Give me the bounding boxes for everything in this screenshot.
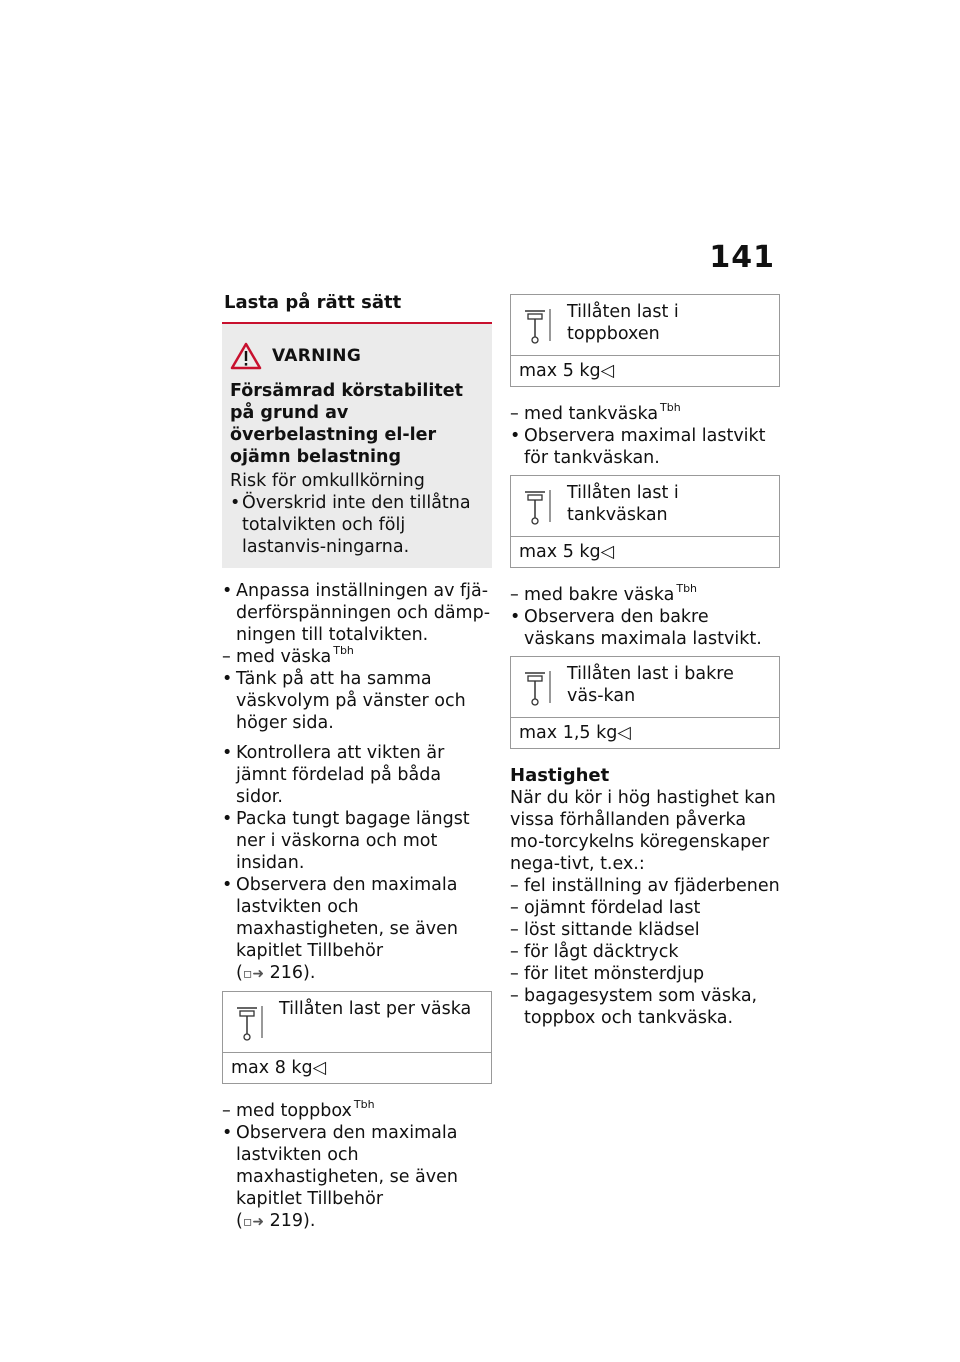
list-item-dash: – ojämnt fördelad last — [510, 897, 780, 919]
load-table-label: Tillåten last i bakre väs-kan — [567, 664, 734, 706]
list-item: • Observera den maximala lastvikten och maxhastigheten, se även kapitlet Tillbehör (▫➜ 216). — [222, 874, 492, 985]
paragraph: När du kör i hög hastighet kan vissa förhållanden påverka mo-torcykelns köregenskaper nega-tivt, t.ex.: — [510, 788, 776, 874]
dash-text: med bakre väska — [524, 585, 675, 605]
load-table-value: max 8 kg◁ — [231, 1058, 327, 1078]
list-item-dash: – för lågt däcktryck — [510, 941, 780, 963]
list-item: • Observera den bakre väskans maximala lastvikt. — [510, 606, 780, 650]
load-table — [510, 294, 780, 387]
list-item: • Anpassa inställningen av fjä-derförspänningen och dämp-ningen till totalvikten. — [222, 580, 492, 646]
arrow-ref-icon: ▫➜ — [242, 966, 265, 982]
load-table-header — [223, 992, 491, 1053]
list-item-dash — [510, 584, 780, 606]
page-number: 141 — [709, 240, 775, 275]
load-table-value: max 5 kg◁ — [519, 542, 615, 562]
load-table — [222, 991, 492, 1084]
list-item-dash: – för litet mönsterdjup — [510, 963, 780, 985]
superscript: Tbh — [676, 582, 698, 595]
arrow-ref-icon: ▫➜ — [242, 1214, 265, 1230]
load-table — [510, 656, 780, 749]
load-table-header — [511, 657, 779, 718]
dash-text: med väska — [236, 647, 332, 667]
superscript: Tbh — [660, 401, 681, 414]
load-table — [510, 475, 780, 568]
list-item: • Observera maximal lastvikt för tankväskan. — [510, 425, 780, 469]
list-item: • Packa tungt bagage längst ner i väskorna och mot insidan. — [222, 808, 492, 874]
load-table-value: max 5 kg◁ — [519, 361, 615, 381]
list-item: • Kontrollera att vikten är jämnt fördelad på båda sidor. — [222, 742, 492, 808]
load-weight-icon — [235, 1002, 265, 1042]
dash-text: med toppbox — [236, 1101, 352, 1121]
list-item-dash — [510, 403, 780, 425]
section-title: Lasta på rätt sätt — [224, 292, 402, 313]
list-item-dash: – fel inställning av fjäderbenen — [510, 875, 780, 897]
list-item-dash — [222, 646, 492, 668]
load-table-header — [511, 295, 779, 356]
warning-triangle-icon — [230, 342, 262, 370]
warning-bullet: • Överskrid inte den tillåtna totalvikten och följ lastanvis-ningarna. — [230, 492, 482, 558]
load-weight-icon — [523, 486, 553, 526]
list-item-text: Observera den maximala lastvikten och maxhastigheten, se även kapitlet Tillbehör — [236, 875, 458, 961]
list-item-dash — [222, 1100, 492, 1122]
list-item-text: Observera den maximala lastvikten och maxhastigheten, se även kapitlet Tillbehör — [236, 1123, 458, 1209]
superscript: Tbh — [353, 1098, 375, 1111]
warning-title: Försämrad körstabilitet på grund av överbelastning el-ler ojämn belastning — [230, 381, 463, 467]
page-ref: 219). — [269, 1211, 316, 1231]
load-table-label: Tillåten last i toppboxen — [567, 302, 679, 344]
load-weight-icon — [523, 305, 553, 345]
right-column — [510, 290, 780, 1029]
page-ref: 216). — [269, 963, 316, 983]
warning-header — [230, 342, 482, 370]
list-item: • Observera den maximala lastvikten och maxhastigheten, se även kapitlet Tillbehör (▫➜ 219). — [222, 1122, 492, 1233]
section-heading: Hastighet — [510, 765, 610, 786]
list-item: • Tänk på att ha samma väskvolym på vänster och höger sida. — [222, 668, 492, 734]
list-item-dash: – bagagesystem som väska, toppbox och tankväska. — [510, 985, 780, 1029]
load-table-value: max 1,5 kg◁ — [519, 723, 631, 743]
superscript: Tbh — [333, 644, 354, 657]
dash-text: med tankväska — [524, 404, 659, 424]
left-column — [222, 290, 492, 1233]
warning-label: VARNING — [272, 346, 362, 366]
load-table-header — [511, 476, 779, 537]
warning-box — [222, 324, 492, 568]
load-table-label: Tillåten last per väska — [279, 999, 472, 1019]
warning-subtitle: Risk för omkullkörning — [230, 471, 425, 491]
load-table-label: Tillåten last i tankväskan — [567, 483, 679, 525]
load-weight-icon — [523, 667, 553, 707]
list-item-dash: – löst sittande klädsel — [510, 919, 780, 941]
